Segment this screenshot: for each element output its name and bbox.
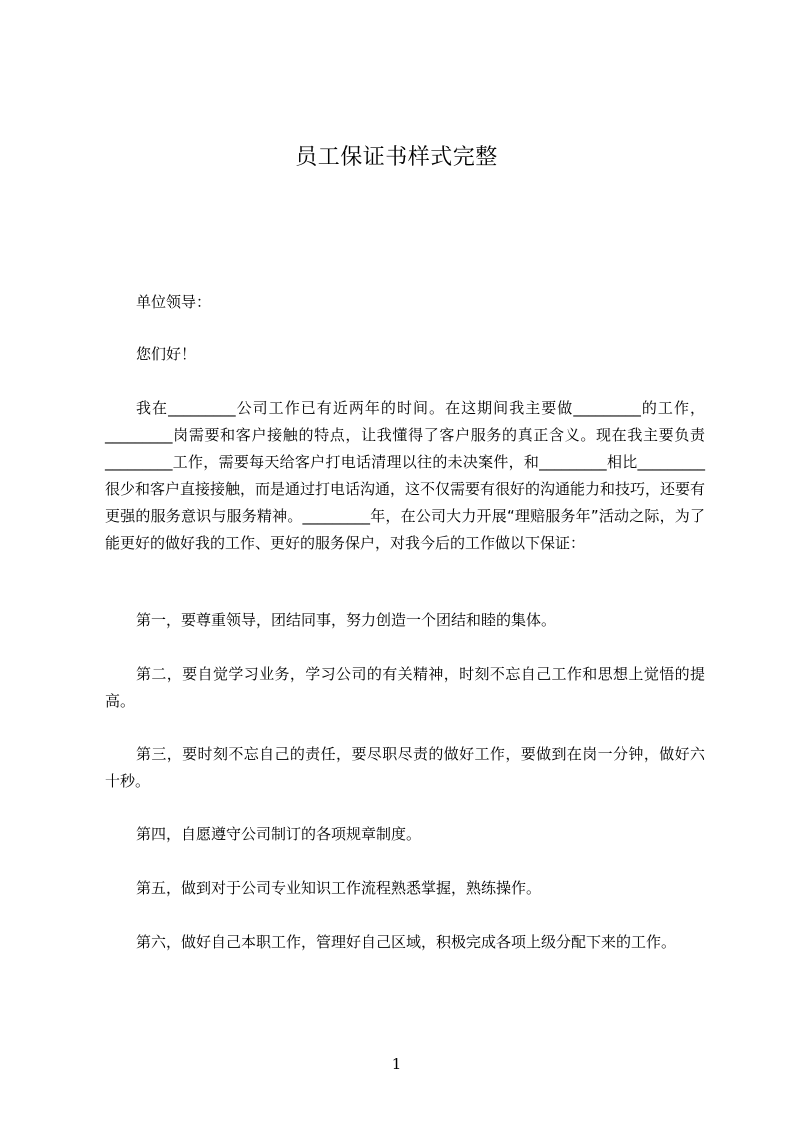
guarantee-item-5: 第五，做到对于公司专业知识工作流程熟悉掌握，熟练操作。 [136, 879, 542, 897]
guarantee-item-4: 第四，自愿遵守公司制订的各项规章制度。 [136, 825, 422, 843]
greeting: 您们好！ [136, 345, 197, 363]
guarantee-item-1: 第一，要尊重领导，团结同事，努力创造一个团结和睦的集体。 [136, 611, 557, 629]
intro-paragraph: 我在_________公司工作已有近两年的时间。在这期间我主要做_________的工作，_________岗需要和客户接触的特点，让我懂得了客户服务的真正含义。现在我主要负责_________工作，需要每天给客户打电话清理以往的未决案件，和_________相比_________很少和客户直接接触，而是通过打电话沟通，这不仅需要有很好的沟通能力和技巧，还要有更强的服务意识与服务精神。_________年，在公司大力开展“理赔服务年”活动之际，为了能更好的做好我的工作、更好的服务保户，对我今后的工作做以下保证： [105, 399, 706, 552]
guarantee-item-3: 第三，要时刻不忘自己的责任，要尽职尽责的做好工作，要做到在岗一分钟，做好六十秒。 [105, 745, 705, 790]
document-title: 员工保证书样式完整 [295, 145, 498, 170]
page-number: 1 [391, 1055, 402, 1073]
salutation: 单位领导： [136, 293, 212, 311]
guarantee-item-2: 第二，要自觉学习业务，学习公司的有关精神，时刻不忘自己工作和思想上觉悟的提高。 [105, 665, 705, 710]
guarantee-item-6: 第六，做好自己本职工作，管理好自己区域，积极完成各项上级分配下来的工作。 [136, 933, 677, 951]
